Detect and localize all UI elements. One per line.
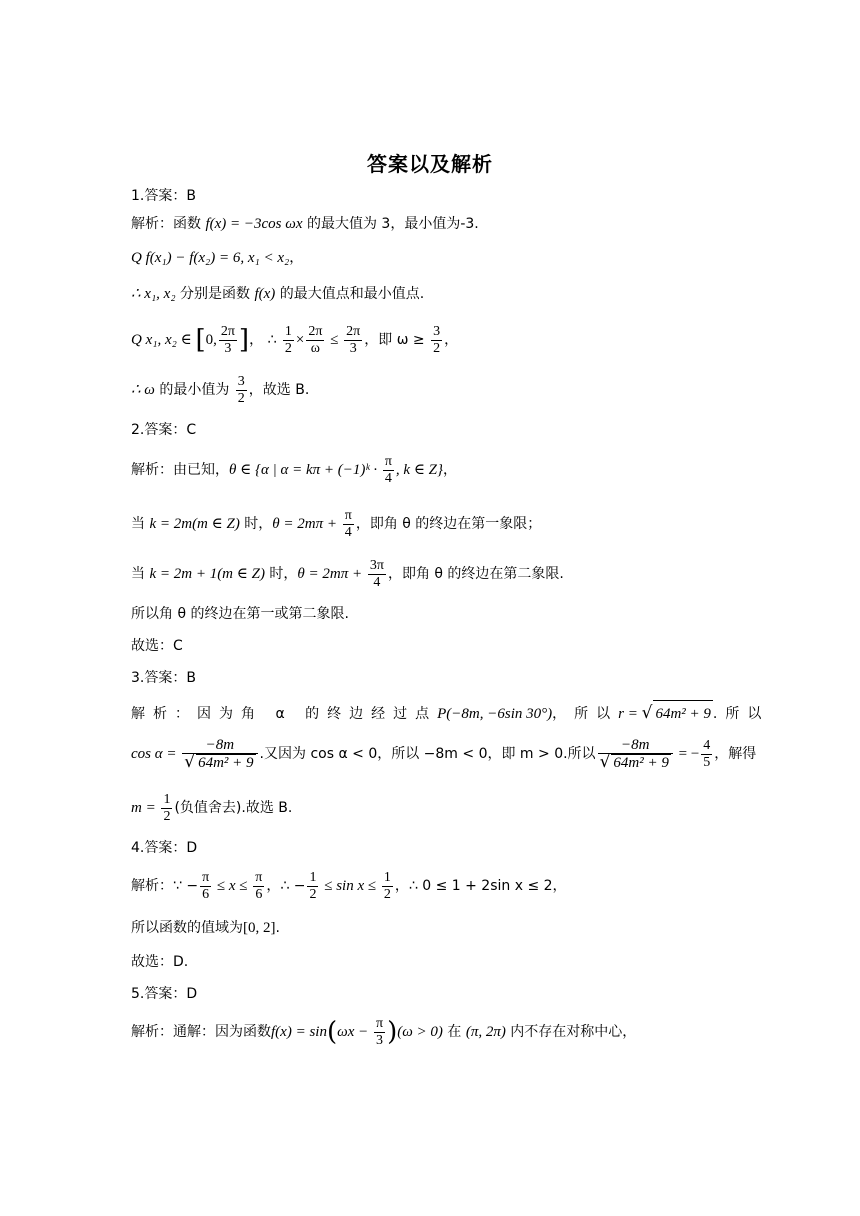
q1-l1-text-b: 的最大值为 3，最小值为-3. xyxy=(302,216,479,232)
q4-l2-text-a: 所以函数的值域为 xyxy=(131,920,243,936)
q2-l3-text-c: ，即角 θ 的终边在第二象限. xyxy=(387,566,564,582)
q3-line-3 xyxy=(131,790,292,826)
q2-l2-text-b: 时， xyxy=(239,516,273,532)
sqrt-icon: √ xyxy=(641,703,653,723)
q1-l3-formula-f: f(x) xyxy=(254,286,276,302)
fraction-3pi-over-4: $\frac{3\pi}{4}$ xyxy=(369,557,384,590)
q5-answer: 5.答案：D xyxy=(131,986,198,1002)
q3-l1-sqrt: 64m² + 9 xyxy=(653,700,712,727)
q3-l1-point: P(−8m, −6sin 30°) xyxy=(437,706,553,722)
q2-l2-formula: k = 2m(m ∈ Z) xyxy=(149,516,240,532)
fraction-1-over-2-d: $\frac{1}{2}$ xyxy=(383,869,391,902)
q1-l4-formula-a: Q x₁, x₂ ∈ xyxy=(131,332,196,348)
q1-l3-formula-a: ∴ x₁, x₂ xyxy=(131,286,176,302)
q3-l2-cos: cos α = xyxy=(131,746,181,762)
q4-l2-range: [0, 2] xyxy=(243,920,276,936)
q1-l2-formula: Q f(x₁) − f(x₂) = 6, x₁ < x₂ xyxy=(131,250,290,266)
q3-l2-text-d: ，解得 xyxy=(714,746,757,762)
q2-line-1 xyxy=(131,452,457,488)
q2-l1-set: θ ∈ {α | α = kπ + (−1)ᵏ · xyxy=(229,462,381,478)
q3-l3-text-b: (负值舍去).故选 B. xyxy=(174,800,293,816)
q3-l1-text-c: .所以 xyxy=(712,706,770,722)
q1-l4-zero: 0, xyxy=(205,332,217,348)
q1-l1-text-a: 解析：函数 xyxy=(131,216,206,232)
q3-answer: 3.答案：B xyxy=(131,670,196,686)
q5-line-1 xyxy=(131,1014,636,1050)
q1-line-1 xyxy=(131,214,479,234)
sqrt-icon: √ xyxy=(599,751,611,772)
q1-l4-text-c: ，即 ω ≥ xyxy=(364,332,430,348)
q1-l3-text-c: 的最大值点和最小值点. xyxy=(275,286,425,302)
q3-line-1 xyxy=(131,700,770,727)
q3-l2-text-b: .又因为 cos α < 0，所以 −8m < 0，即 m > 0.所以 xyxy=(259,746,596,762)
q1-line-5 xyxy=(131,372,309,408)
q5-l1-text-a: 解析：通解：因为函数 xyxy=(131,1024,271,1040)
q2-l3-formula: k = 2m + 1(m ∈ Z) xyxy=(149,566,265,582)
q4-l2-text-b: . xyxy=(275,920,280,936)
q4-line-3: 故选：D. xyxy=(131,954,189,970)
times-sign: × xyxy=(295,332,305,348)
leq-sign: ≤ xyxy=(326,332,343,348)
q2-l1-set-end: , k ∈ Z} xyxy=(395,462,444,478)
q1-l2-text-b: ， xyxy=(289,250,304,266)
q2-line-5: 故选：C xyxy=(131,638,183,654)
q1-l1-formula: f(x) = −3cos ωx xyxy=(205,216,303,232)
q1-l3-text-b: 分别是函数 xyxy=(175,286,255,302)
q5-l1-arg: ωx − xyxy=(337,1024,372,1040)
fraction-pi-over-3: $\frac{\pi}{3}$ xyxy=(375,1015,384,1048)
q2-l2-text-c: ，即角 θ 的终边在第一象限； xyxy=(355,516,542,532)
q1-l4-text-d: ， xyxy=(444,332,459,348)
q1-l4-text-b: ， ∴ xyxy=(249,332,281,348)
q4-line-1 xyxy=(131,868,567,904)
q2-line-4: 所以角 θ 的终边在第一或第二象限. xyxy=(131,606,349,622)
q2-line-2 xyxy=(131,506,541,542)
fraction-pi-over-6: $\frac{\pi}{6}$ xyxy=(202,869,210,902)
q2-l2-formula-2: θ = 2mπ + xyxy=(272,516,341,532)
q2-l3-text-b: 时， xyxy=(264,566,298,582)
fraction-2pi-over-omega: $\frac{2\pi}{\omega}$ xyxy=(308,323,323,356)
q4-l1-sin: ≤ sin x ≤ xyxy=(320,878,380,894)
q5-l1-f: f(x) = sin xyxy=(271,1024,327,1040)
page-title: 答案以及解析 xyxy=(367,152,493,176)
q1-answer: 1.答案：B xyxy=(131,188,196,204)
q4-l1-text-c: ，∴ − xyxy=(266,878,306,894)
q2-l2-text-a: 当 xyxy=(131,516,150,532)
q3-l3-m: m = xyxy=(131,800,160,816)
fraction-3-over-2: $\frac{3}{2}$ xyxy=(433,323,441,356)
q2-l3-text-a: 当 xyxy=(131,566,150,582)
q1-line-4 xyxy=(131,322,458,358)
q2-l1-text-a: 解析：由已知， xyxy=(131,462,229,478)
fraction-pi-over-6-b: $\frac{\pi}{6}$ xyxy=(255,869,263,902)
fraction-1-over-2-b: $\frac{1}{2}$ xyxy=(163,791,171,824)
q3-l2-eq: = − xyxy=(674,746,700,762)
fraction-cos-alpha: $\frac{-8m}{\text{√ 64m² + 9}}$ xyxy=(182,737,257,772)
q4-answer: 4.答案：D xyxy=(131,840,198,856)
q3-l1-text-a: 解析：因为角 α 的终边经过点 xyxy=(131,706,438,722)
q5-l1-text-c: 内不存在对称中心， xyxy=(505,1024,637,1040)
q4-l1-text-a: 解析：∵ − xyxy=(131,878,199,894)
fraction-1-over-2: $\frac{1}{2}$ xyxy=(284,323,292,356)
q5-l1-omega: (ω > 0) xyxy=(397,1024,443,1040)
fraction-1-over-2-c: $\frac{1}{2}$ xyxy=(309,869,317,902)
q3-line-2 xyxy=(131,734,756,774)
q2-l1-text-b: ， xyxy=(443,462,458,478)
fraction-pi-over-4: $\frac{\pi}{4}$ xyxy=(384,453,392,486)
right-bracket: ] xyxy=(238,325,250,355)
q1-l5-formula: ∴ ω xyxy=(131,382,155,398)
fraction-pi-over-4-b: $\frac{\pi}{4}$ xyxy=(344,507,352,540)
q1-line-2 xyxy=(131,248,303,268)
q1-l5-text-b: 的最小值为 xyxy=(154,382,234,398)
fraction-cos-alpha-b: $\frac{-8m}{\text{√ 64m² + 9}}$ xyxy=(598,737,673,772)
q4-l1-text-e: ，∴ 0 ≤ 1 + 2sin x ≤ 2， xyxy=(394,878,567,894)
sqrt-icon: √ xyxy=(184,751,196,772)
left-bracket: [ xyxy=(195,325,206,355)
left-paren: ( xyxy=(326,1017,338,1047)
q4-line-2 xyxy=(131,918,280,938)
q1-l5-text-c: ，故选 B. xyxy=(248,382,310,398)
q3-l1-text-b: ，所以 xyxy=(552,706,619,722)
q5-l1-interval: (π, 2π) xyxy=(465,1024,506,1040)
q2-answer: 2.答案：C xyxy=(131,422,197,438)
q2-line-3 xyxy=(131,556,564,592)
right-paren: ) xyxy=(387,1017,398,1047)
q4-l1-x: ≤ x ≤ xyxy=(213,878,252,894)
fraction-4-over-5: $\frac{4}{5}$ xyxy=(703,737,711,770)
q1-line-3 xyxy=(131,284,424,304)
q3-l1-r: r = xyxy=(618,706,642,722)
fraction-3-over-2-b: $\frac{3}{2}$ xyxy=(237,373,245,406)
q5-l1-text-b: 在 xyxy=(442,1024,466,1040)
fraction-2pi-over-3-b: $\frac{2\pi}{3}$ xyxy=(346,323,361,356)
q2-l3-formula-2: θ = 2mπ + xyxy=(297,566,366,582)
fraction-2pi-over-3: $\frac{2\pi}{3}$ xyxy=(220,323,235,356)
